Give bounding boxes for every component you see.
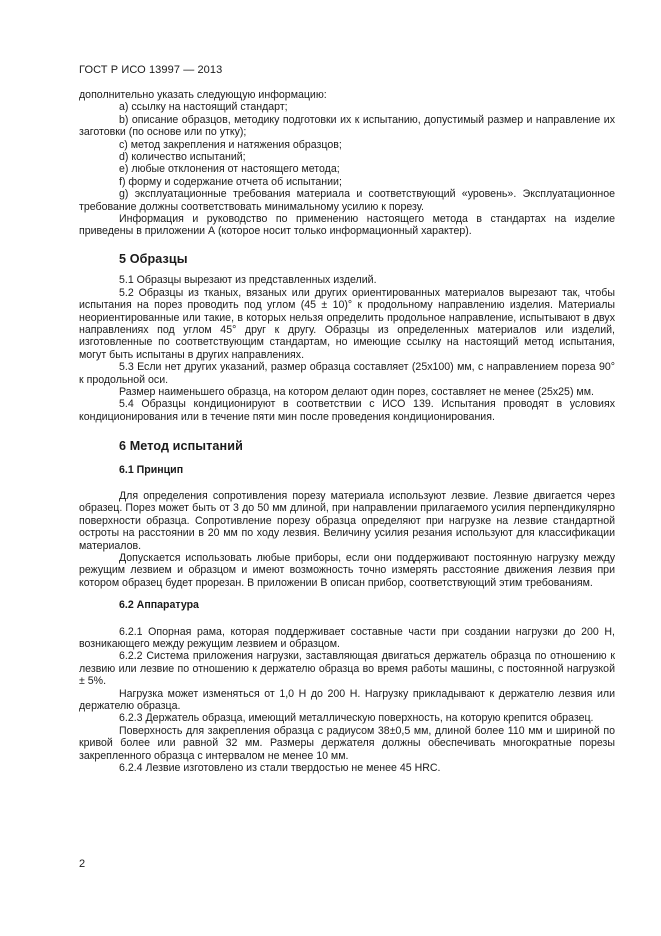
list-item: е) любые отклонения от настоящего метода;: [119, 163, 340, 176]
paragraph-6-2-4: 6.2.4 Лезвие изготовлено из стали твердостью не менее 45 HRC.: [119, 762, 441, 775]
list-item: b) описание образцов, методику подготовки их к испытанию, допустимый размер и направление их заготовки (по основе или по утку);: [79, 113, 615, 139]
paragraph-6-2-2: 6.2.2 Система приложения нагрузки, заставляющая двигаться держатель образца по отношению к лезвию или лезвие по отношению к держателю образца во время работы машины, с постоянной нагрузкой ± 5%.: [79, 650, 615, 688]
intro-lead: дополнительно указать следующую информацию:: [79, 89, 327, 101]
paragraph-6-2-3: 6.2.3 Держатель образца, имеющий металлическую поверхность, на которую крепится образец.: [119, 712, 594, 725]
paragraph-5-1: 5.1 Образцы вырезают из представленных изделий.: [119, 274, 377, 287]
subsection-6-2-heading: 6.2 Аппаратура: [119, 599, 199, 612]
section-6-heading: 6 Метод испытаний: [119, 439, 243, 454]
paragraph-6-2-3-surface: Поверхность для закрепления образца с радиусом 38±0,5 мм, длиной более 110 мм и шириной по кривой более или равной 32 мм. Размеры держателя должны обеспечивать многократные порезы закрепленного образца с интервалом не менее 10 мм.: [79, 724, 615, 762]
list-item: d) количество испытаний;: [119, 151, 246, 164]
paragraph-6-2-2-load: Нагрузка может изменяться от 1,0 Н до 200 Н. Нагрузку прикладывают к держателю лезвия или держателю образца.: [79, 687, 615, 713]
paragraph-6-2-1: 6.2.1 Опорная рама, которая поддерживает составные части при создании нагрузки до 200 Н, возникающего между режущим лезвием и образцом.: [79, 625, 615, 651]
document-body: [79, 89, 615, 775]
list-item: g) эксплуатационные требования материала и соответствующий «уровень». Эксплуатационное требование должны соответствовать минимальному усилию к порезу.: [79, 188, 615, 213]
section-5-heading: 5 Образцы: [119, 251, 188, 266]
list-item: с) метод закрепления и натяжения образцов;: [119, 138, 342, 151]
paragraph-5-4: 5.4 Образцы кондиционируют в соответствии с ИСО 139. Испытания проводят в условиях кондиционирования или в течение пяти мин после проведения кондиционирования.: [79, 398, 615, 423]
paragraph-5-2: 5.2 Образцы из тканых, вязаных или других ориентированных материалов вырезают так, чтобы испытания на порез проводить под углом (45 ± 10)° к продольному направлению изделия. Материалы неориентированные или такие, в которых нельзя определить продольное направление, испытывают в двух направлениях под углом 45° друг к другу. Образцы из определенных материалов или изделий, изготовленные по соответствующим стандартам, но имеющие ссылку на настоящий метод испытания, могут быть испытаны в других направлениях.: [79, 286, 615, 361]
intro-note: Информация и руководство по применению настоящего метода в стандартах на изделие приведены в приложении А (которое носит только информационный характер).: [79, 213, 615, 238]
paragraph-6-1-principle: Для определения сопротивления порезу материала используют лезвие. Лезвие двигается через образец. Порез может быть от 3 до 50 мм длиной, при направлении прилагаемого усилия перпендикулярно поверхности образца. Сопротивление порезу образца определяют при нагрузке на лезвие стандартной остроты на расстоянии в 20 мм по ходу лезвия. Величину усилия резания используют для классификации материалов.: [79, 489, 615, 552]
page-number: 2: [79, 858, 86, 870]
paragraph-5-3-min-size: Размер наименьшего образца, на котором делают один порез, составляет не менее (25х25) мм.: [119, 385, 594, 398]
subsection-6-1-heading: 6.1 Принцип: [119, 463, 184, 476]
paragraph-6-1-devices: Допускается использовать любые приборы, если они поддерживают постоянную нагрузку между режущим лезвием и образцом и имеют возможность точно измерять расстояние движения лезвия при котором образец будет прорезан. В приложении В описан прибор, соответствующий этим требованиям.: [79, 552, 615, 589]
paragraph-5-3: 5.3 Если нет других указаний, размер образца составляет (25х100) мм, с направлением пореза 90° к продольной оси.: [79, 361, 615, 386]
list-item: а) ссылку на настоящий стандарт;: [119, 101, 288, 114]
document-header: ГОСТ Р ИСО 13997 — 2013: [79, 64, 223, 76]
list-item: f) форму и содержание отчета об испытании;: [119, 175, 342, 188]
